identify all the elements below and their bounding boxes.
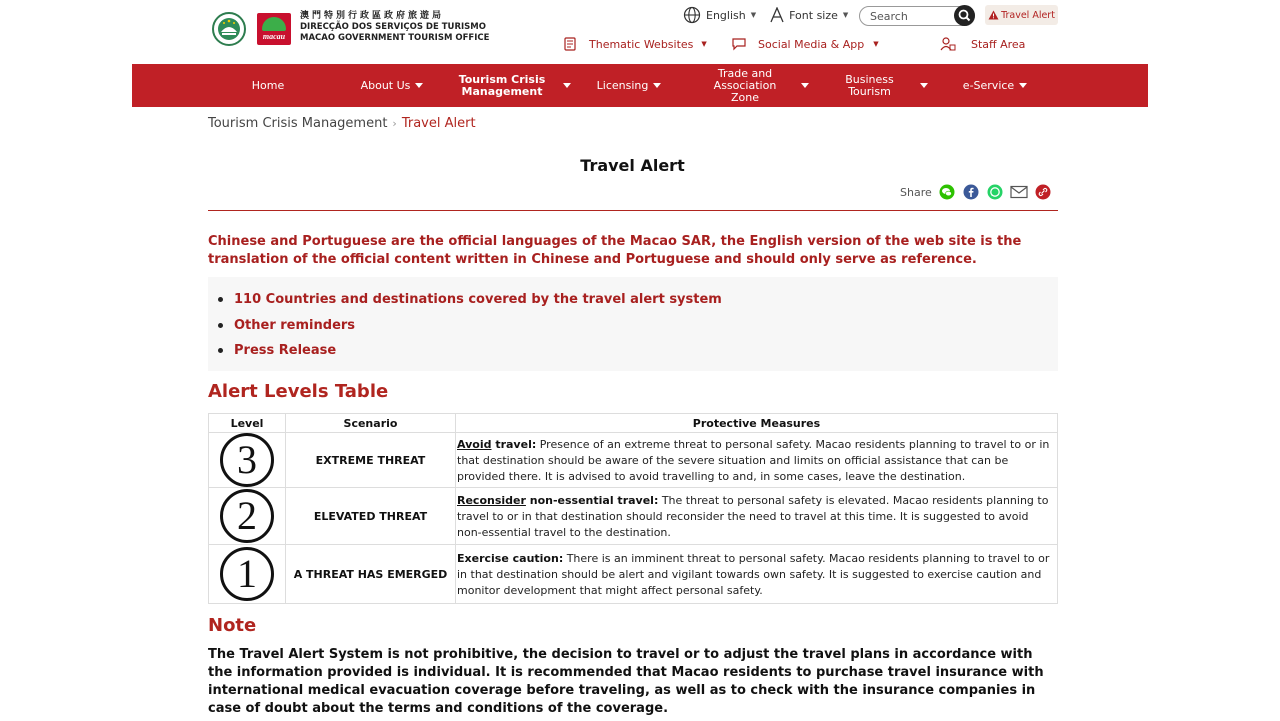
chevron-down-icon: ▼: [701, 40, 707, 48]
website-icon: [563, 37, 577, 51]
col-header-level: Level: [209, 414, 286, 433]
language-selector[interactable]: [683, 6, 756, 24]
level-cell: [209, 433, 286, 488]
thematic-label: Thematic Websites: [589, 37, 694, 51]
thematic-websites-menu[interactable]: [563, 37, 731, 51]
whatsapp-icon[interactable]: [986, 183, 1004, 201]
email-icon[interactable]: [1010, 183, 1028, 201]
nav-tourism-crisis[interactable]: Tourism Crisis Management: [454, 64, 574, 107]
font-size-icon: [770, 7, 784, 23]
wechat-icon[interactable]: [938, 183, 956, 201]
org-name-pt: DIRECÇÃO DOS SERVIÇOS DE TURISMO: [300, 22, 486, 32]
travel-alert-label: Travel Alert: [1001, 9, 1055, 21]
language-label: English: [706, 8, 746, 22]
chevron-down-icon: [653, 83, 661, 88]
quick-links-box: [208, 277, 1058, 371]
nav-about-us[interactable]: About Us: [352, 64, 432, 107]
nav-home[interactable]: Home: [251, 78, 285, 92]
org-name[interactable]: [300, 11, 489, 44]
alert-levels-table: [208, 413, 1058, 604]
chat-icon: [731, 37, 747, 51]
scenario-cell: A THREAT HAS EMERGED: [286, 545, 456, 604]
font-size-selector[interactable]: [770, 7, 848, 23]
note-heading: Note: [208, 615, 257, 636]
link-other-reminders[interactable]: Other reminders: [218, 313, 722, 339]
share-bar: [900, 183, 1052, 201]
search-input[interactable]: Search: [859, 6, 975, 26]
col-header-measures: Protective Measures: [456, 414, 1058, 433]
chevron-down-icon: [415, 83, 423, 88]
language-disclaimer: Chinese and Portuguese are the official languages of the Macao SAR, the English version of the web site is the translation of the official content written in Chinese and Portuguese and should only serve as reference.: [208, 234, 1022, 267]
link-countries-covered[interactable]: 110 Countries and destinations covered by the travel alert system: [218, 287, 722, 313]
chevron-down-icon: ▼: [750, 11, 757, 19]
social-media-menu[interactable]: [731, 37, 940, 51]
nav-trade-association[interactable]: Trade and Association Zone: [696, 64, 812, 107]
staff-icon: [940, 37, 956, 51]
divider: [208, 210, 1058, 211]
org-name-en: MACAO GOVERNMENT TOURISM OFFICE: [300, 33, 490, 43]
chevron-down-icon: [563, 83, 571, 88]
level-cell: [209, 488, 286, 545]
facebook-icon[interactable]: [962, 183, 980, 201]
staff-area-link[interactable]: [940, 37, 1025, 51]
share-label: Share: [900, 185, 932, 199]
font-size-label: Font size: [789, 8, 838, 22]
measure-cell: Reconsider non-essential travel: The threat to personal safety is elevated. Macao residents planning to travel to or in that destination should reconsider the need to travel at this time. It is suggested to avoid non-essential travel to the destination.: [456, 488, 1058, 545]
macao-emblem-icon[interactable]: [212, 12, 246, 46]
measure-cell: Exercise caution: There is an imminent threat to personal safety. Macao residents planning to travel to or in that destination should be alert and vigilant towards own safety. It is suggested to exercise caution and monitor development that might affect personal safety.: [456, 545, 1058, 604]
alert-levels-heading: Alert Levels Table: [208, 381, 389, 402]
nav-licensing[interactable]: Licensing: [594, 64, 664, 107]
chevron-down-icon: [801, 83, 809, 88]
globe-icon: [683, 6, 701, 24]
link-press-release[interactable]: Press Release: [218, 338, 722, 364]
search-icon: [954, 5, 975, 26]
table-row: [209, 433, 1058, 488]
page-title: Travel Alert: [580, 156, 685, 175]
level-2-badge: 2: [220, 489, 274, 543]
breadcrumb-parent[interactable]: Tourism Crisis Management: [208, 116, 388, 131]
nav-business-tourism[interactable]: Business Tourism: [824, 64, 928, 107]
warning-icon: [988, 10, 999, 20]
table-header-row: [209, 414, 1058, 433]
table-row: [209, 545, 1058, 604]
level-3-badge: 3: [220, 433, 274, 487]
breadcrumb: [208, 116, 476, 131]
scenario-cell: EXTREME THREAT: [286, 433, 456, 488]
main-nav: [132, 64, 1148, 107]
col-header-scenario: Scenario: [286, 414, 456, 433]
chevron-down-icon: ▼: [842, 11, 849, 19]
note-text: The Travel Alert System is not prohibitive, the decision to travel or to adjust the travel plans in accordance with the information provided is individual. It is recommended that Macao residents to purchase travel insurance with international medical evacuation coverage before traveling, as well as to check with the insurance companies in case of doubt about the terms and conditions of the coverage.: [208, 647, 1044, 716]
table-row: [209, 488, 1058, 545]
site-header: [0, 0, 1280, 64]
chevron-down-icon: [920, 83, 928, 88]
mgto-logo[interactable]: macau: [257, 13, 291, 45]
chevron-right-icon: ›: [392, 117, 397, 130]
org-name-cn: 澳門特別行政區政府旅遊局: [300, 11, 445, 21]
measure-cell: Avoid travel: Presence of an extreme threat to personal safety. Macao residents planning to travel to or in that destination should be aware of the severe situation and limits on official assistance that can be provided there. It is advised to avoid travelling to and, in some cases, leave the destination.: [456, 433, 1058, 488]
copy-link-icon[interactable]: [1034, 183, 1052, 201]
scenario-cell: ELEVATED THREAT: [286, 488, 456, 545]
level-1-badge: 1: [220, 547, 274, 601]
staff-label: Staff Area: [971, 37, 1026, 51]
nav-e-service[interactable]: e-Service: [962, 64, 1028, 107]
social-label: Social Media & App: [758, 37, 865, 51]
breadcrumb-current[interactable]: Travel Alert: [401, 116, 476, 131]
level-cell: [209, 545, 286, 604]
search-button[interactable]: [954, 5, 975, 26]
chevron-down-icon: [1019, 83, 1027, 88]
chevron-down-icon: ▼: [873, 40, 879, 48]
travel-alert-button[interactable]: [985, 5, 1058, 25]
